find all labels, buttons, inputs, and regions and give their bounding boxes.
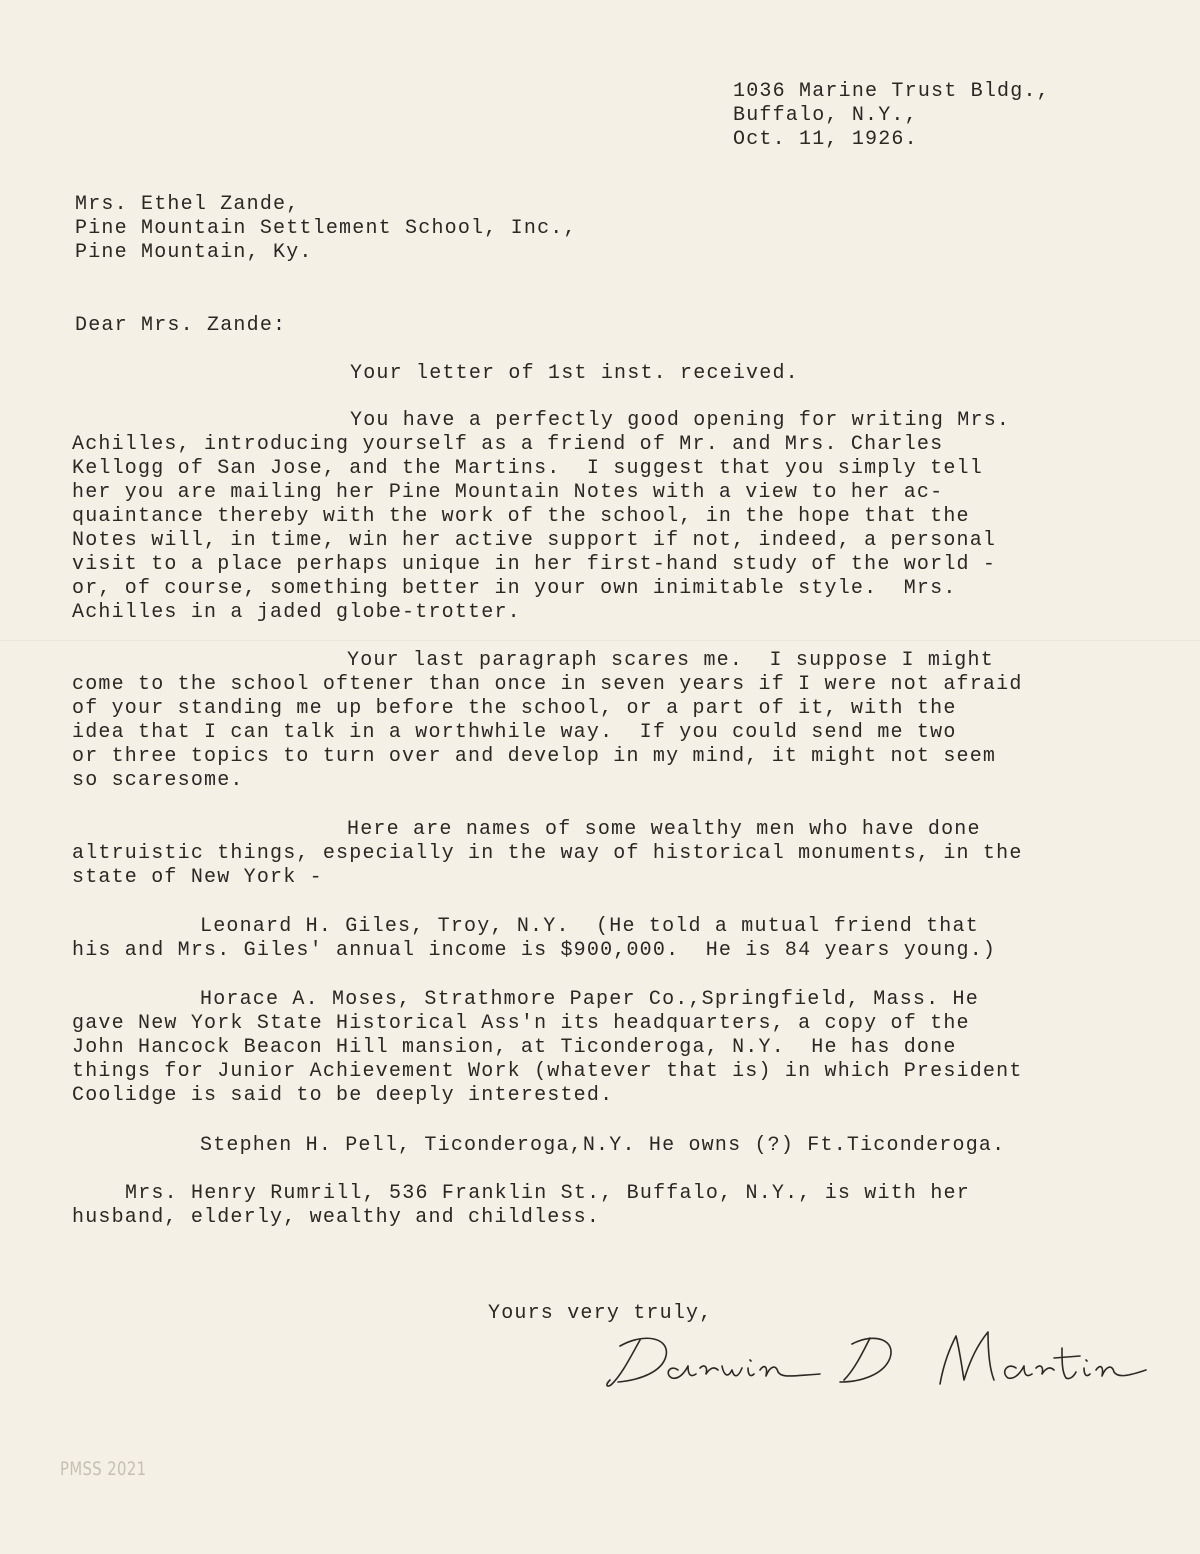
closing: Yours very truly,	[488, 1302, 713, 1325]
paragraph-line: so scaresome.	[72, 769, 244, 792]
paragraph-line: Kellogg of San Jose, and the Martins. I suggest that you simply tell	[72, 457, 983, 480]
paragraph-line: Notes will, in time, win her active support if not, indeed, a personal	[72, 529, 997, 552]
archive-watermark: PMSS 2021	[60, 1458, 147, 1480]
paragraph-line: or, of course, something better in your own inimitable style. Mrs.	[72, 577, 957, 600]
paragraph-line: altruistic things, especially in the way of historical monuments, in the	[72, 842, 1023, 865]
list-entry-line: Mrs. Henry Rumrill, 536 Franklin St., Buffalo, N.Y., is with her	[125, 1182, 970, 1205]
list-entry-line: husband, elderly, wealthy and childless.	[72, 1206, 601, 1229]
opening-line: Your letter of 1st inst. received.	[350, 362, 799, 385]
paragraph-line: You have a perfectly good opening for writing Mrs.	[350, 409, 1011, 432]
paragraph-line: visit to a place perhaps unique in her first-hand study of the world -	[72, 553, 997, 576]
paragraph-line: Your last paragraph scares me. I suppose I might	[347, 649, 994, 672]
letter-date: Oct. 11, 1926.	[733, 128, 918, 151]
return-address-line: 1036 Marine Trust Bldg.,	[733, 80, 1050, 103]
paragraph-line: idea that I can talk in a worthwhile way. If you could send me two	[72, 721, 957, 744]
paragraph-line: quaintance thereby with the work of the school, in the hope that the	[72, 505, 970, 528]
paragraph-line: Here are names of some wealthy men who have done	[347, 818, 981, 841]
paragraph-line: of your standing me up before the school, or a part of it, with the	[72, 697, 957, 720]
recipient-line: Pine Mountain Settlement School, Inc.,	[75, 217, 577, 240]
paper-fold-line	[0, 640, 1200, 641]
recipient-line: Mrs. Ethel Zande,	[75, 193, 300, 216]
list-entry-line: Coolidge is said to be deeply interested.	[72, 1084, 614, 1107]
paragraph-line: come to the school oftener than once in seven years if I were not afraid	[72, 673, 1023, 696]
list-entry-line: Stephen H. Pell, Ticonderoga,N.Y. He owns (?) Ft.Ticonderoga.	[200, 1134, 1006, 1157]
paragraph-line: or three topics to turn over and develop in my mind, it might not seem	[72, 745, 997, 768]
list-entry-line: Leonard H. Giles, Troy, N.Y. (He told a mutual friend that	[200, 915, 979, 938]
list-entry-line: things for Junior Achievement Work (whatever that is) in which President	[72, 1060, 1023, 1083]
handwritten-signature	[600, 1318, 1160, 1398]
list-entry-line: John Hancock Beacon Hill mansion, at Ticonderoga, N.Y. He has done	[72, 1036, 957, 1059]
list-entry-line: gave New York State Historical Ass'n its headquarters, a copy of the	[72, 1012, 970, 1035]
paragraph-line: Achilles in a jaded globe-trotter.	[72, 601, 521, 624]
recipient-line: Pine Mountain, Ky.	[75, 241, 313, 264]
return-address-line: Buffalo, N.Y.,	[733, 104, 918, 127]
salutation: Dear Mrs. Zande:	[75, 314, 287, 337]
paragraph-line: state of New York -	[72, 866, 323, 889]
list-entry-line: his and Mrs. Giles' annual income is $900,000. He is 84 years young.)	[72, 939, 997, 962]
paragraph-line: her you are mailing her Pine Mountain Notes with a view to her ac-	[72, 481, 944, 504]
list-entry-line: Horace A. Moses, Strathmore Paper Co.,Springfield, Mass. He	[200, 988, 979, 1011]
paragraph-line: Achilles, introducing yourself as a friend of Mr. and Mrs. Charles	[72, 433, 944, 456]
